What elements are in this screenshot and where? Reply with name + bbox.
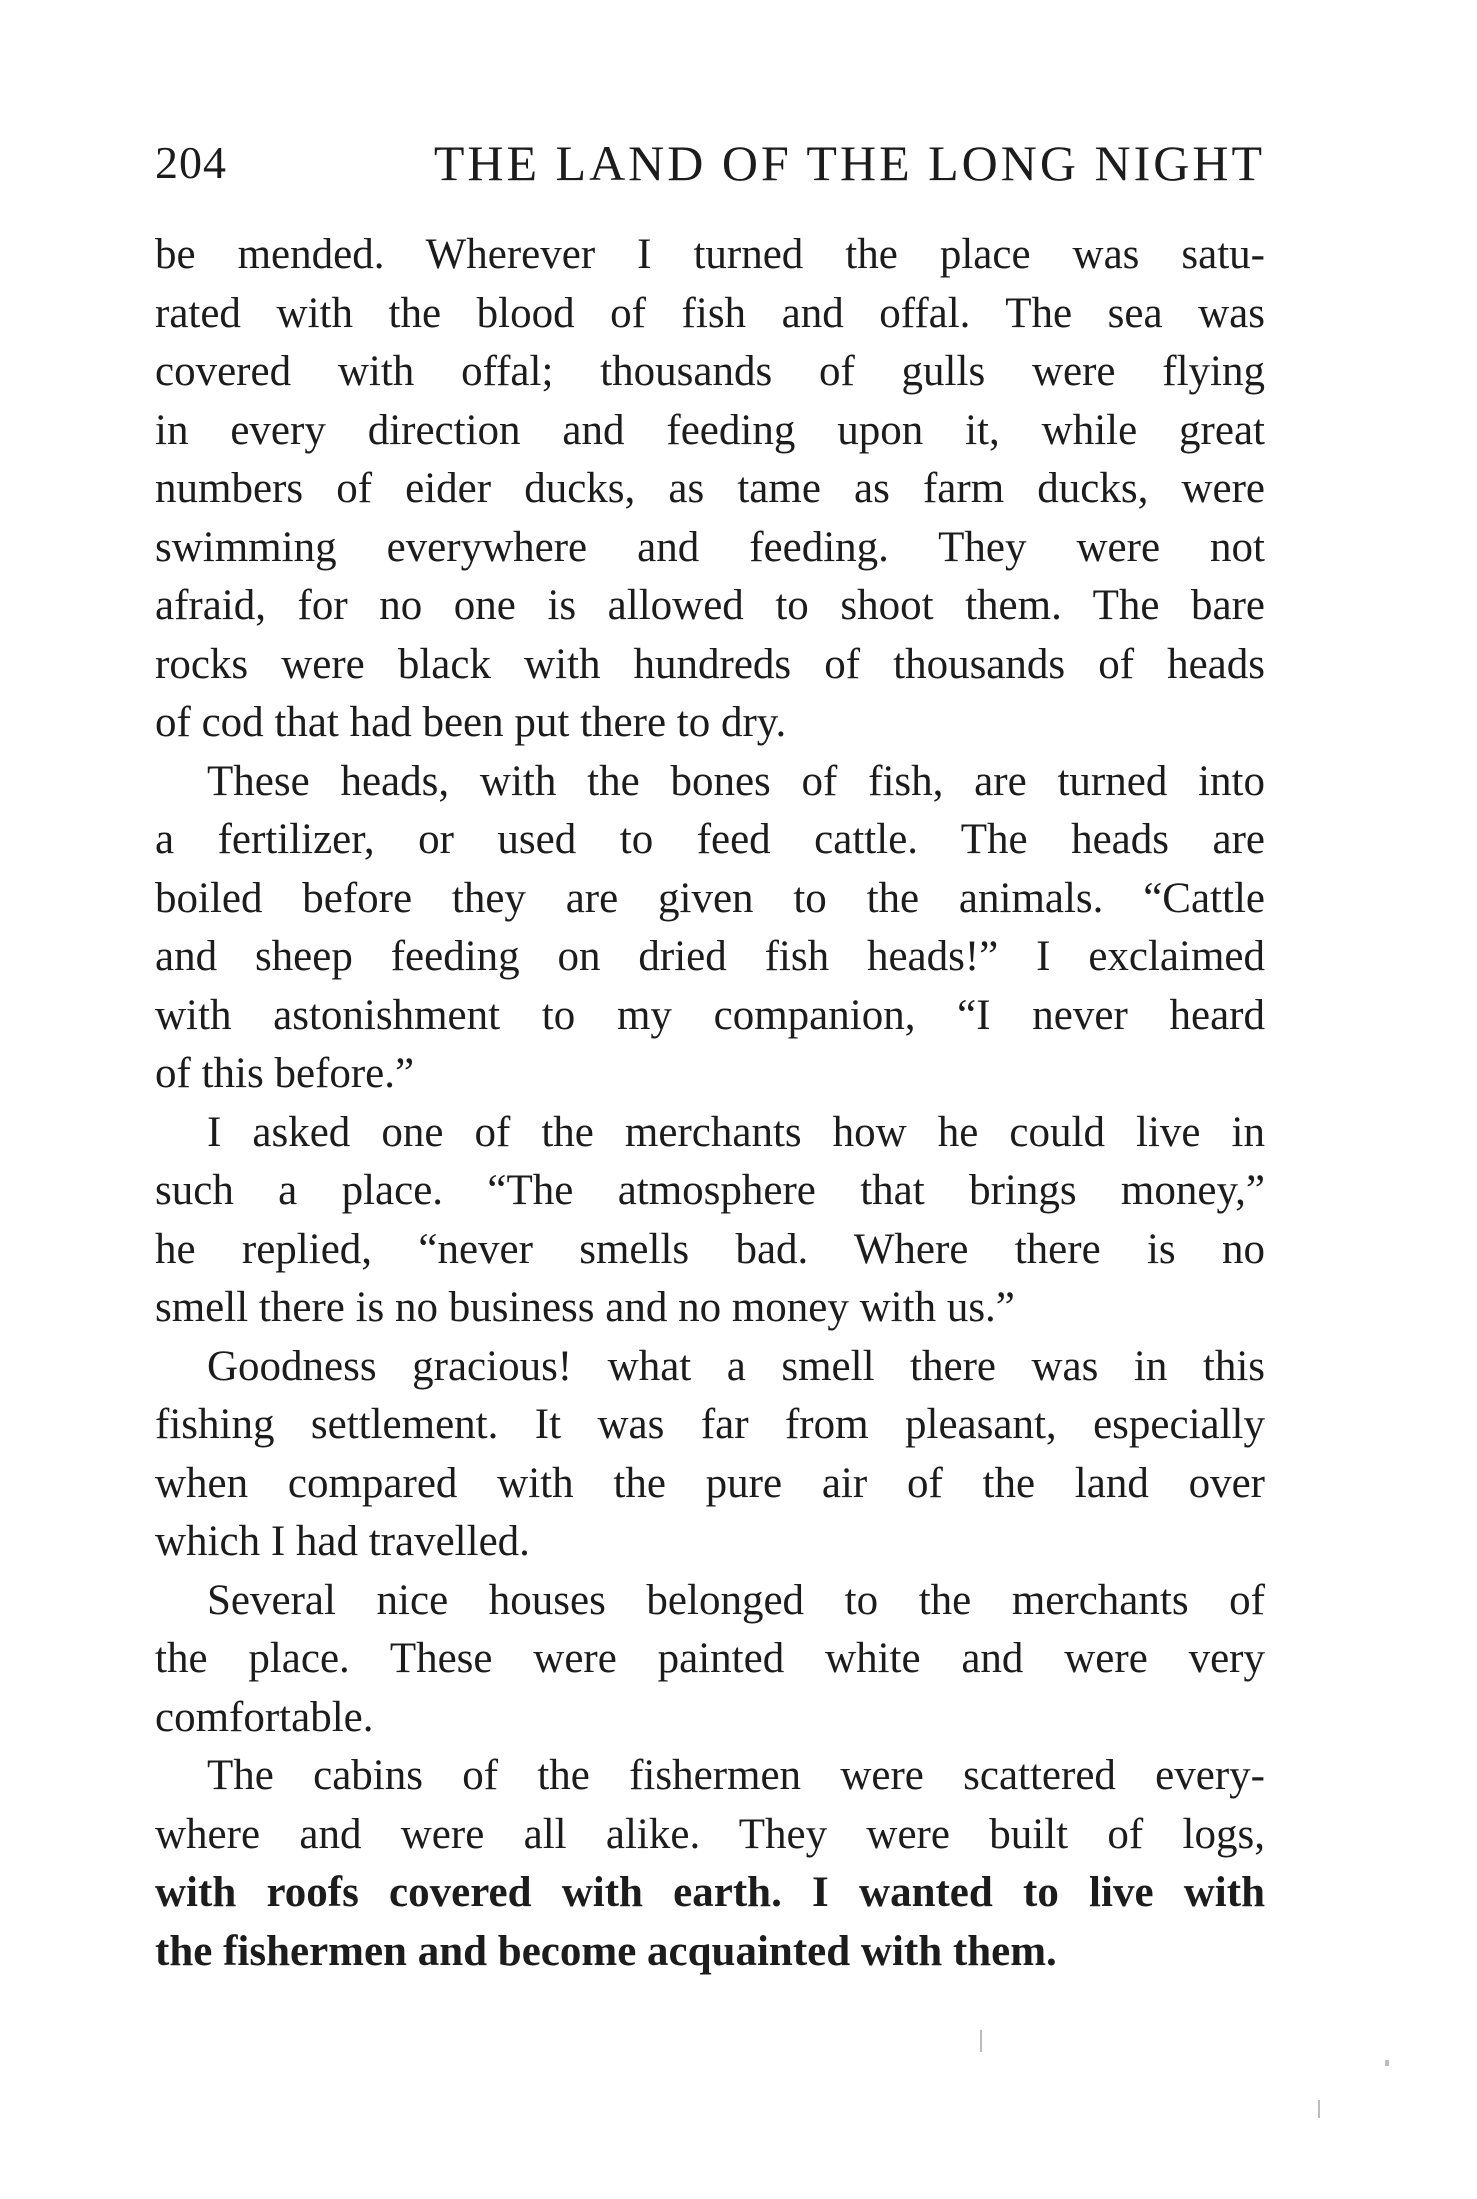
text-line: smell there is no business and no money with us.” [155, 1284, 1015, 1331]
scan-speck [1318, 2100, 1320, 2118]
text-line: when compared with the pure air of the land over [155, 1459, 1265, 1507]
text-line: afraid, for no one is allowed to shoot them. The bare [155, 582, 1265, 629]
running-title: THE LAND OF THE LONG NIGHT [433, 135, 1265, 191]
scan-speck [1385, 2060, 1389, 2066]
running-head [155, 128, 1265, 198]
text-line: of cod that had been put there to dry. [155, 699, 787, 746]
text-line: and sheep feeding on dried fish heads!” I exclaimed [155, 933, 1265, 980]
paragraph-5 [155, 1572, 1265, 1748]
text-line: the fishermen and become acquainted with them. [155, 1927, 1057, 1975]
text-line: comfortable. [155, 1693, 374, 1741]
paragraph-1 [155, 226, 1265, 753]
scan-speck [980, 2030, 982, 2052]
text-line: numbers of eider ducks, as tame as farm ducks, were [155, 465, 1265, 512]
body-text [155, 226, 1265, 1981]
text-line: Goodness gracious! what a smell there was in this [207, 1342, 1265, 1390]
text-line: swimming everywhere and feeding. They were not [155, 523, 1265, 571]
text-line: Several nice houses belonged to the merchants of [207, 1576, 1265, 1624]
page-number: 204 [155, 137, 227, 188]
text-line: covered with offal; thousands of gulls were flying [155, 348, 1265, 395]
text-line: boiled before they are given to the animals. “Cattle [155, 874, 1265, 922]
paragraph-2 [155, 753, 1265, 1104]
text-line: with astonishment to my companion, “I never heard [155, 991, 1265, 1039]
text-line: These heads, with the bones of fish, are turned into [207, 757, 1265, 805]
text-line: where and were all alike. They were built of logs, [155, 1810, 1265, 1858]
text-line: with roofs covered with earth. I wanted to live with [155, 1869, 1265, 1916]
text-line: which I had travelled. [155, 1518, 530, 1565]
text-line: a fertilizer, or used to feed cattle. The heads are [155, 816, 1265, 863]
text-line: rocks were black with hundreds of thousands of heads [155, 640, 1265, 688]
text-line: of this before.” [155, 1050, 415, 1097]
text-line: in every direction and feeding upon it, while great [155, 406, 1265, 454]
text-line: fishing settlement. It was far from pleasant, especially [155, 1401, 1265, 1448]
paragraph-3 [155, 1104, 1265, 1338]
text-line: such a place. “The atmosphere that brings money,” [155, 1167, 1265, 1214]
text-line: he replied, “never smells bad. Where there is no [155, 1225, 1265, 1273]
text-line: the place. These were painted white and were very [155, 1635, 1265, 1682]
paragraph-6 [155, 1747, 1265, 1981]
text-line: be mended. Wherever I turned the place was satu- [155, 231, 1265, 278]
text-line: I asked one of the merchants how he could live in [207, 1108, 1265, 1156]
text-line: The cabins of the fishermen were scattered every- [207, 1752, 1265, 1799]
text-line: rated with the blood of fish and offal. The sea was [155, 289, 1265, 337]
paragraph-4 [155, 1338, 1265, 1572]
